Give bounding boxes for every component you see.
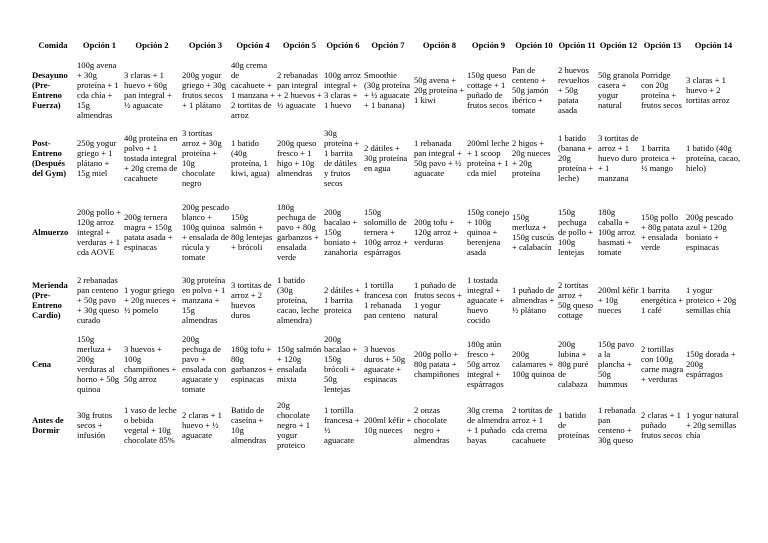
table-cell: 250g yogur griego + 1 plátano + 15g miel — [77, 138, 117, 178]
table-cell: 1 yogur proteico + 20g semillas chía — [686, 285, 737, 315]
table-cell: 150g pavo a la plancha + 50g hummus — [598, 339, 635, 389]
meal-name-cell: Merienda (Pre-Entreno Cardio) — [32, 280, 68, 320]
table-cell: 1 puñado de almendras + ½ plátano — [512, 285, 555, 315]
table-cell: 200g lubina + 80g puré de calabaza — [558, 339, 589, 389]
header-cell: Opción 5 — [282, 40, 317, 50]
table-cell: 2 dátiles + 1 barrita proteica — [324, 285, 360, 315]
table-cell: 2 higos + 20g nueces + 20g proteína — [512, 138, 551, 178]
table-cell: 2 dátiles + 30g proteína en agua — [364, 143, 408, 173]
table-cell: 1 rebanada pan integral + 50g pavo + ½ aguacate — [414, 138, 462, 178]
header-cell: Opción 4 — [236, 40, 270, 50]
table-cell: 200g bacalao + 150g brócoli + 50g lentejas — [324, 334, 358, 394]
table-cell: 2 claras + 1 puñado frutos secos — [641, 410, 682, 440]
table-cell: 2 claras + 1 huevo + ½ aguacate — [182, 410, 222, 440]
header-cell: Opción 7 — [371, 40, 405, 50]
table-cell: 1 tostada integral + aguacate + huevo cocido — [467, 275, 505, 325]
table-cell: 40g crema de cacahuete + 1 manzana + 2 tortitas de arroz — [231, 59, 275, 120]
header-cell: Opción 13 — [643, 40, 682, 50]
table-cell: 200g pescado azul + 120g boniato + espinacas — [686, 212, 734, 252]
table-cell: 1 yogur griego + 20g nueces + ½ pomelo — [124, 285, 177, 315]
table-cell: 2 rebanadas pan integral + 2 huevos + ½ aguacate — [277, 69, 322, 110]
table-cell: 200g ternera magra + 150g patata asada + espinacas — [124, 212, 173, 252]
table-cell: 200g yogur griego + 30g frutos secos + 1 plátano — [182, 69, 226, 110]
table-cell: 1 batido (banana + 20g proteína + leche) — [558, 133, 594, 183]
table-cell: 200g queso fresco + 1 higo + 10g almendras — [277, 138, 317, 178]
table-cell: Pan de centeno + 50g jamón ibérico + tomate — [512, 64, 549, 115]
table-cell: 150g merluza + 150g cuscús + calabacín — [512, 212, 555, 252]
table-cell: 150g pechuga de pollo + 100g lentejas — [558, 207, 593, 257]
table-cell: 150g merluza + 200g verduras al horno + 50g quinoa — [77, 334, 120, 394]
table-cell: 100g arroz integral + 3 claras + 1 huevo — [324, 69, 361, 110]
table-cell: 3 claras + 1 huevo + 2 tortitas arroz — [686, 74, 730, 105]
table-cell: 200ml kéfir + 10g nueces — [598, 285, 639, 315]
table-cell: 20g chocolate negro + 1 yogur proteico — [277, 400, 311, 450]
table-cell: 2 onzas chocolate negro + almendras — [414, 405, 450, 445]
table-cell: 150g salmón + 80g lentejas + brócoli — [231, 212, 273, 252]
table-cell: 30g proteína + 1 barrita de dátiles y frutos secos — [324, 128, 360, 188]
table-cell: 200ml kéfir + 10g nueces — [364, 415, 412, 435]
table-cell: 3 huevos + 100g champiñones + 50g arroz — [124, 344, 177, 384]
meal-name-cell: Antes de Dormir — [32, 415, 64, 435]
table-cell: 3 claras + 1 huevo + 60g pan integral + ½ aguacate — [124, 69, 172, 110]
header-cell: Opción 10 — [515, 40, 553, 50]
header-cell: Opción 9 — [471, 40, 506, 50]
table-cell: 1 tortilla francesa + ½ aguacate — [324, 405, 360, 445]
table-cell: 30g crema de almendra + 1 puñado bayas — [467, 405, 510, 445]
table-cell: 50g granola casera + yogur natural — [598, 69, 639, 110]
header-cell: Opción 12 — [599, 40, 638, 50]
table-cell: 180g pechuga de pavo + 80g garbanzos + ensalada verde — [277, 202, 319, 262]
table-cell: 180g caballa + 100g arroz basmati + tomate — [598, 207, 635, 257]
meal-plan-table — [30, 34, 742, 451]
table-cell: 150g conejo + 100g quinoa + berenjena asada — [467, 207, 510, 257]
table-cell: 200g pescado blanco + 100g quinoa + ensalada de rúcula y tomate — [182, 202, 230, 262]
header-cell: Opción 2 — [135, 40, 169, 50]
table-cell: 2 rebanadas pan centeno + 50g pavo + 30g queso curado — [77, 275, 120, 325]
meal-name-cell: Cena — [32, 359, 52, 369]
table-cell: 50g avena + 20g proteína + 1 kiwi — [414, 74, 465, 105]
meal-name-cell: Almuerzo — [32, 227, 69, 237]
table-cell: 150g salmón + 120g ensalada mixta — [277, 344, 322, 384]
table-cell: 1 barrita energética + 1 café — [641, 285, 684, 315]
table-cell: 1 batido (40g proteína, cacao, hielo) — [686, 143, 741, 173]
table-cell: 1 batido (30g proteína, cacao, leche almendra) — [277, 275, 319, 325]
table-cell: 1 rebanada pan centeno + 30g queso — [598, 405, 636, 445]
table-cell: 2 tortitas de arroz + 1 cda crema cacahuete — [512, 405, 553, 445]
table-cell: 200g pollo + 80g patata + champiñones — [414, 349, 460, 379]
table-cell: Porridge con 20g proteína + frutos secos — [641, 69, 682, 110]
table-cell: 1 yogur natural + 20g semillas chía — [686, 410, 739, 440]
table-cell: 200g calamares + 100g quinoa — [512, 349, 555, 379]
table-cell: 200g tofu + 120g arroz + verduras — [414, 217, 458, 247]
table-cell: 200ml leche + 1 scoop proteína + 1 cda miel — [467, 138, 510, 178]
table-row — [30, 399, 742, 451]
table-cell: 180g tofu + 80g garbanzos + espinacas — [231, 344, 273, 384]
header-cell: Opción 8 — [422, 40, 457, 50]
header-row — [30, 34, 742, 56]
table-cell: 200g pollo + 120g arroz integral + verduras + 1 cda AOVE — [77, 207, 121, 257]
table-cell: 1 batido (40g proteína, 1 kiwi, agua) — [231, 138, 270, 178]
table-cell: 2 tortillas con 100g carne magra + verduras — [641, 344, 684, 384]
table-row — [30, 123, 742, 193]
table-cell: 30g frutos secos + infusión — [77, 410, 113, 440]
table-cell: 3 tortitas de arroz + 2 huevos duros — [231, 280, 272, 320]
table-cell: 1 puñado de frutos secos + 1 yogur natural — [414, 280, 462, 320]
table-cell: 3 tortitas de arroz + 1 huevo duro + 1 manzana — [598, 133, 639, 183]
table-row — [30, 56, 742, 123]
table-cell: Smoothie (30g proteína + ½ aguacate + 1 banana) — [364, 69, 411, 110]
table-cell: 100g avena + 30g proteína + 1 cda chía + 15g almendras — [77, 59, 119, 120]
table-cell: 150g queso cottage + 1 puñado de frutos secos — [467, 69, 508, 110]
table-cell: 150g solomillo de ternera + 100g arroz + espárragos — [364, 207, 408, 257]
table-cell: 3 tortitas arroz + 30g proteína + 10g chocolate negro — [182, 128, 222, 188]
header-cell: Opción 6 — [326, 40, 360, 50]
table-cell: Batido de caseína + 10g almendras — [231, 405, 267, 445]
table-cell: 1 batido de proteínas — [558, 410, 590, 440]
table-cell: 2 huevos revueltos + 50g patata asada — [558, 64, 590, 115]
table-cell: 1 barrita proteica + ½ mango — [641, 143, 676, 173]
table-cell: 200g bacalao + 150g boniato + zanahoria — [324, 207, 358, 257]
table-cell: 180g atún fresco + 50g arroz integral + espárragos — [467, 339, 504, 389]
header-cell: Opción 14 — [694, 40, 733, 50]
table-row — [30, 329, 742, 399]
header-cell: Comida — [38, 40, 68, 50]
table-cell: 1 vaso de leche o bebida vegetal + 10g chocolate 85% — [124, 405, 177, 445]
meal-plan-table-wrapper — [30, 34, 742, 451]
header-cell: Opción 1 — [82, 40, 117, 50]
table-cell: 3 huevos duros + 50g aguacate + espinacas — [364, 344, 406, 384]
meal-name-cell: Desayuno (Pre-Entreno Fuerza) — [32, 69, 68, 110]
table-cell: 150g pollo + 80g patata + ensalada verde — [641, 212, 684, 252]
table-cell: 1 tortilla francesa con 1 rebanada pan centeno — [364, 280, 408, 320]
table-cell: 2 tortitas arroz + 50g queso cottage — [558, 280, 594, 320]
meal-name-cell: Post-Entreno (Después del Gym) — [32, 138, 67, 178]
header-cell: Opción 11 — [558, 40, 596, 50]
table-cell: 150g dorada + 200g espárragos — [686, 349, 736, 379]
table-row — [30, 271, 742, 329]
table-cell: 30g proteína en polvo + 1 manzana + 15g almendras — [182, 275, 226, 325]
table-cell: 200g pechuga de pavo + ensalada con aguacate y tomate — [182, 334, 227, 394]
table-row — [30, 193, 742, 271]
table-cell: 40g proteína en polvo + 1 tostada integral + 20g crema de cacahuete — [124, 133, 178, 183]
header-cell: Opción 3 — [188, 40, 223, 50]
